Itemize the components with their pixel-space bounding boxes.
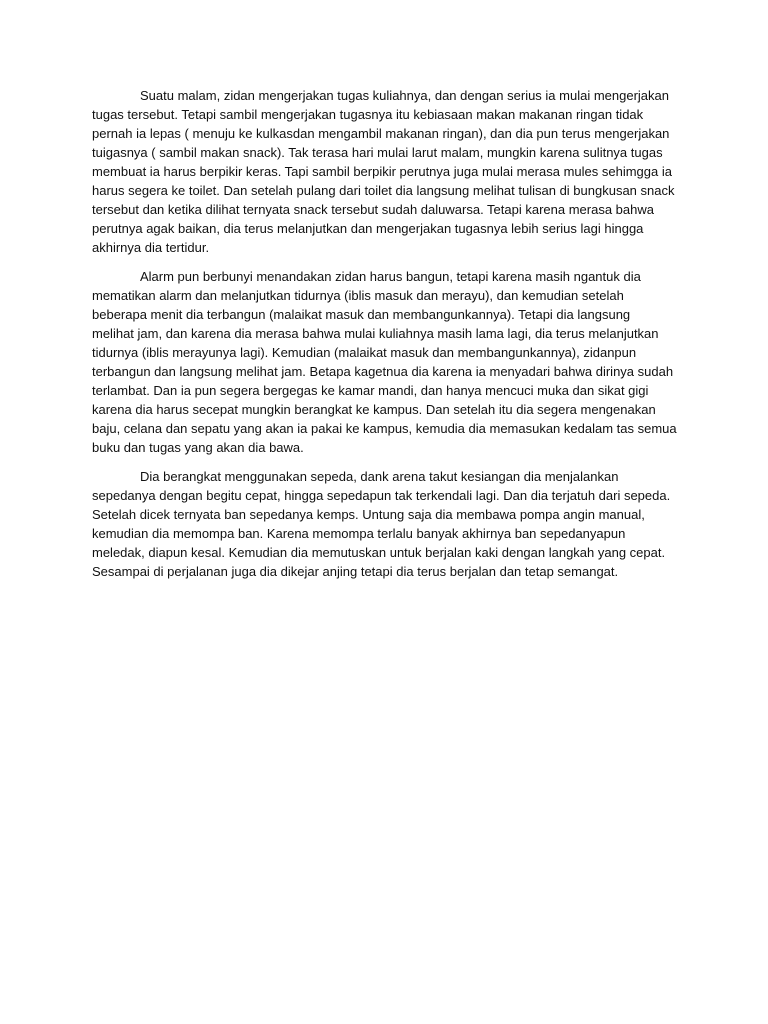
paragraph-line: Sesampai di perjalanan juga dia dikejar anjing tetapi dia terus berjalan dan tetap semangat. [92, 564, 619, 579]
paragraph-line: mematikan alarm dan melanjutkan tidurnya (iblis masuk dan merayu), dan kemudian setelah [92, 288, 624, 303]
paragraph-3 [92, 467, 676, 581]
paragraph-line: tersebut dan ketika dilihat ternyata snack tersebut sudah daluwarsa. Tetapi karena merasa bahwa [92, 202, 654, 217]
paragraph-line: tidurnya (iblis merayunya lagi). Kemudian (malaikat masuk dan membangunkannya), zidanpun [92, 345, 637, 360]
paragraph-line: tuigasnya ( sambil makan snack). Tak terasa hari mulai larut malam, mungkin karena sulitnya tugas [92, 145, 663, 160]
paragraph-line: Alarm pun berbunyi menandakan zidan harus bangun, tetapi karena masih ngantuk dia [140, 269, 641, 284]
paragraph-line: Setelah dicek ternyata ban sepedanya kemps. Untung saja dia membawa pompa angin manual, [92, 507, 645, 522]
paragraph-line: baju, celana dan sepatu yang akan ia pakai ke kampus, kemudia dia memasukan kedalam tas semua [92, 421, 677, 436]
paragraph-line: meledak, diapun kesal. Kemudian dia memutuskan untuk berjalan kaki dengan langkah yang cepat. [92, 545, 666, 560]
paragraph-line: harus segera ke toilet. Dan setelah pulang dari toilet dia langsung melihat tulisan di bungkusan snack [92, 183, 675, 198]
paragraph-line: Dia berangkat menggunakan sepeda, dank arena takut kesiangan dia menjalankan [140, 469, 619, 484]
paragraph-line: kemudian dia memompa ban. Karena memompa terlalu banyak akhirnya ban sepedanyapun [92, 526, 626, 541]
paragraph-line: tugas tersebut. Tetapi sambil mengerjakan tugasnya itu kebiasaan makan makanan ringan tidak [92, 107, 644, 122]
paragraph-line: karena dia harus secepat mungkin berangkat ke kampus. Dan setelah itu dia segera mengenakan [92, 402, 656, 417]
paragraph-line: sepedanya dengan begitu cepat, hingga sepedapun tak terkendali lagi. Dan dia terjatuh dari sepeda. [92, 488, 671, 503]
paragraph-2 [92, 267, 676, 457]
paragraph-line: buku dan tugas yang akan dia bawa. [92, 440, 304, 455]
paragraph-line: melihat jam, dan karena dia merasa bahwa mulai kuliahnya masih lama lagi, dia terus melanjutkan [92, 326, 659, 341]
paragraph-line: membuat ia harus berpikir keras. Tapi sambil berpikir perutnya juga mulai merasa mules sehimgga ia [92, 164, 672, 179]
paragraph-line: terbangun dan langsung melihat jam. Betapa kagetnua dia karena ia menyadari bahwa dirinya sudah [92, 364, 674, 379]
paragraph-line: pernah ia lepas ( menuju ke kulkasdan mengambil makanan ringan), dan dia pun terus mengerjakan [92, 126, 670, 141]
paragraph-line: beberapa menit dia terbangun (malaikat masuk dan membangunkannya). Tetapi dia langsung [92, 307, 631, 322]
paragraph-1 [92, 86, 676, 257]
paragraph-line: akhirnya dia tertidur. [92, 240, 210, 255]
paragraph-line: perutnya agak baikan, dia terus melanjutkan dan mengerjakan tugasnya lebih serius lagi hingga [92, 221, 644, 236]
document-body [92, 86, 676, 591]
paragraph-line: terlambat. Dan ia pun segera bergegas ke kamar mandi, dan hanya mencuci muka dan sikat gigi [92, 383, 649, 398]
paragraph-line: Suatu malam, zidan mengerjakan tugas kuliahnya, dan dengan serius ia mulai mengerjakan [140, 88, 669, 103]
